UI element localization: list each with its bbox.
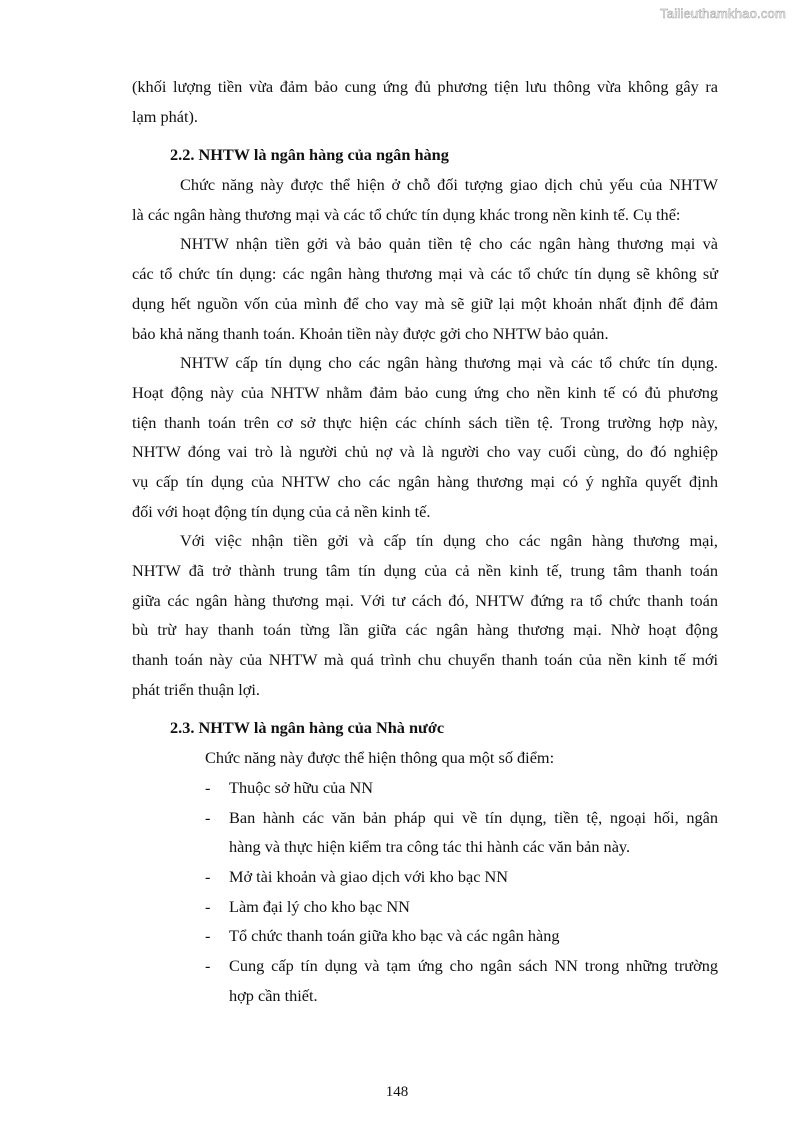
text-line: Mở tài khoản và giao dịch với kho bạc NN (229, 866, 509, 886)
text-line: các tổ chức tín dụng: các ngân hàng thương mại và các tổ chức tín dụng sẽ không sử (132, 264, 718, 284)
text-line: dụng hết nguồn vốn của mình để cho vay mà sẽ giữ lại một khoản nhất định để đảm (132, 293, 718, 313)
text-line: đối với hoạt động tín dụng của cả nền kinh tế. (132, 501, 431, 521)
list-item (132, 803, 718, 862)
list-item (132, 862, 718, 892)
list-bullet-dash: - (205, 896, 211, 916)
text-line: Tổ chức thanh toán giữa kho bạc và các ngân hàng (229, 926, 560, 946)
document-body (132, 72, 718, 1010)
text-line: hàng và thực hiện kiểm tra công tác thi hành các văn bản này. (229, 837, 631, 857)
text-line: Chức năng này được thể hiện thông qua một số điểm: (205, 748, 555, 768)
text-line: lạm phát). (132, 106, 199, 126)
text-line: phát triển thuận lợi. (132, 679, 260, 699)
list-bullet-dash: - (205, 926, 211, 946)
list-bullet-dash: - (205, 777, 211, 797)
text-line: là các ngân hàng thương mại và các tổ chức tín dụng khác trong nền kinh tế. Cụ thể: (132, 204, 681, 224)
list-bullet-dash: - (205, 807, 211, 827)
paragraph (132, 72, 718, 131)
text-line: NHTW đã trở thành trung tâm tín dụng của cả nền kinh tế, trung tâm thanh toán (132, 561, 718, 580)
list-bullet-dash: - (205, 955, 211, 975)
text-line: Với việc nhận tiền gởi và cấp tín dụng cho các ngân hàng thương mại, (180, 531, 718, 551)
text-line: tiện thanh toán trên cơ sở thực hiện các chính sách tiền tệ. Trong trường hợp này, (132, 412, 718, 432)
text-line: giữa các ngân hàng thương mại. Với tư cách đó, NHTW đứng ra tổ chức thanh toán (132, 590, 718, 610)
paragraph (132, 229, 718, 348)
text-line: NHTW cấp tín dụng cho các ngân hàng thương mại và các tổ chức tín dụng. (180, 353, 718, 373)
paragraph (132, 348, 718, 526)
text-line: Làm đại lý cho kho bạc NN (229, 896, 410, 916)
text-line: Thuộc sở hữu của NN (229, 777, 374, 797)
text-line: hợp cần thiết. (229, 985, 318, 1005)
text-line: Hoạt động này của NHTW nhằm đảm bảo cung ứng cho nền kinh tế có đủ phương (132, 382, 718, 402)
text-line: thanh toán này của NHTW mà quá trình chu chuyển thanh toán của nền kinh tế mới (132, 650, 718, 670)
list-item (132, 921, 718, 951)
paragraph (132, 170, 718, 229)
text-line: Chức năng này được thể hiện ở chỗ đối tượng giao dịch chủ yếu của NHTW (180, 175, 718, 195)
text-line: vụ cấp tín dụng của NHTW cho các ngân hàng thương mại có ý nghĩa quyết định (132, 471, 718, 491)
text-line: NHTW nhận tiền gởi và bảo quản tiền tệ cho các ngân hàng thương mại và (180, 234, 718, 254)
list-bullet-dash: - (205, 866, 211, 886)
text-line: bảo khả năng thanh toán. Khoản tiền này được gởi cho NHTW bảo quản. (132, 323, 609, 343)
section-heading (132, 713, 718, 743)
list-item (132, 773, 718, 803)
paragraph (132, 526, 718, 704)
list-item (132, 951, 718, 1010)
section-heading (132, 140, 718, 170)
watermark: Tailieuthamkhao.com (660, 6, 786, 21)
text-line: Cung cấp tín dụng và tạm ứng cho ngân sách NN trong những trường (229, 955, 718, 975)
text-line: NHTW đóng vai trò là người chủ nợ và là người cho vay cuối cùng, do đó nghiệp (132, 442, 718, 462)
text-line: bù trừ hay thanh toán từng lần giữa các ngân hàng thương mại. Nhờ hoạt động (132, 620, 718, 640)
list-item (132, 892, 718, 922)
text-line: (khối lượng tiền vừa đảm bảo cung ứng đủ phương tiện lưu thông vừa không gây ra (132, 77, 718, 96)
text-line: 2.3. NHTW là ngân hàng của Nhà nước (170, 718, 445, 738)
text-line: 2.2. NHTW là ngân hàng của ngân hàng (170, 145, 449, 165)
page-number: 148 (385, 1084, 409, 1100)
paragraph (132, 743, 718, 773)
text-line: Ban hành các văn bản pháp qui về tín dụng, tiền tệ, ngoại hối, ngân (229, 807, 718, 827)
